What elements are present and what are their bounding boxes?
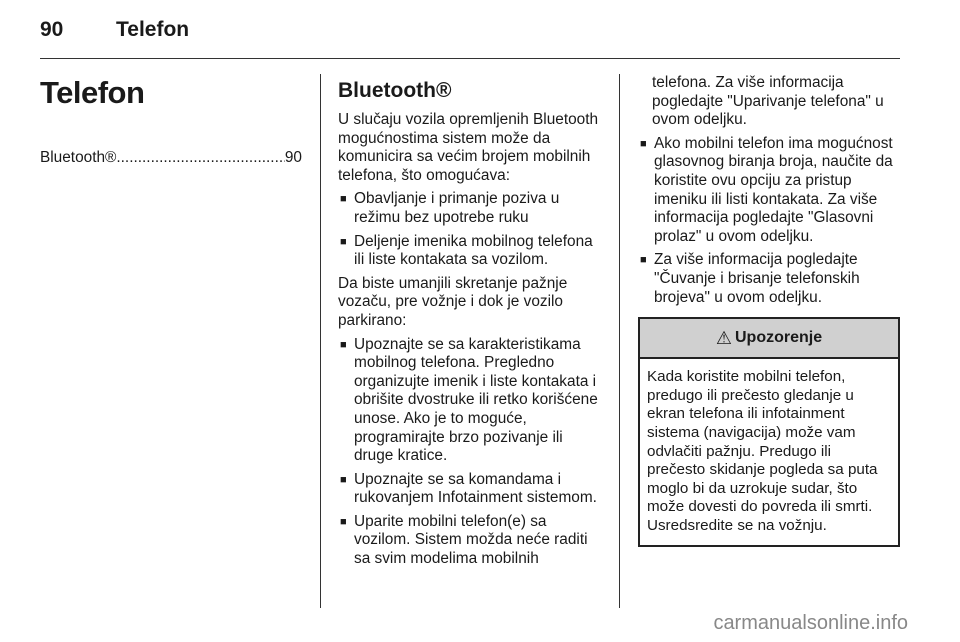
advice-intro: Da biste umanjili skretanje pažnje vozaču, pre vožnje i dok je vozilo parkirano: xyxy=(338,274,568,329)
list-item xyxy=(638,251,904,307)
header-rule xyxy=(40,58,900,59)
toc-entry-label[interactable]: Bluetooth® xyxy=(40,149,117,166)
list-item-text: Deljenje imenika mobilnog telefona ili liste kontakata sa vozilom. xyxy=(354,232,593,269)
toc-entry[interactable] xyxy=(40,149,302,168)
bullet-icon: ■ xyxy=(340,338,347,351)
warning-box xyxy=(638,317,900,547)
list-item-text: Ako mobilni telefon ima mogućnost glasovnog biranja broja, naučite da koristite ovu opciju za pristup imeniku ili listi kontakata. Za više informacija pogledajte "Glasovni prolaz" u ovom odeljku. xyxy=(654,134,893,245)
feature-list xyxy=(338,190,604,269)
column-divider xyxy=(619,74,620,608)
list-item xyxy=(638,135,904,247)
middle-column xyxy=(338,74,604,574)
bullet-icon: ■ xyxy=(640,254,647,267)
column-divider xyxy=(320,74,321,608)
right-bullet-list xyxy=(638,135,904,307)
page-number: 90 xyxy=(40,18,64,41)
watermark: carmanualsonline.info xyxy=(713,612,908,634)
intro-paragraph: U slučaju vozila opremljenih Bluetooth mogućnostima sistem može da komunicira sa većim brojem mobilnih telefona, što omogućava: xyxy=(338,111,599,184)
list-item xyxy=(338,471,604,508)
warning-header xyxy=(640,319,898,359)
warning-text: Kada koristite mobilni telefon, predugo ili prečesto gledanje u ekran telefona ili infotainment sistema (navigacija) može vam odvlačiti pažnju. Predugo ili prečesto skidanje pogleda sa puta moglo bi da uzrokuje sudar, što može dovesti do povreda ili smrti. Usredsredite se na vožnju. xyxy=(647,368,878,534)
advice-list xyxy=(338,336,604,569)
chapter-title: Telefon xyxy=(40,75,145,110)
list-item-text: Upoznajte se sa komandama i rukovanjem Infotainment sistemom. xyxy=(354,470,597,507)
list-item xyxy=(338,513,604,569)
list-item xyxy=(338,336,604,466)
bullet-icon: ■ xyxy=(640,137,647,150)
warning-title: Upozorenje xyxy=(735,328,823,346)
list-item-text: Upoznajte se sa karakteristikama mobilnog telefona. Pregledno organizujte imenik i liste kontakata i obrišite dvostruke ili retko korišćene unose. Ako je to moguće, programirajte brzo pozivanje ili druge kratice. xyxy=(354,335,598,465)
list-item xyxy=(338,233,604,270)
right-column xyxy=(638,74,904,547)
running-title: Telefon xyxy=(116,18,190,41)
section-title: Bluetooth® xyxy=(338,79,452,102)
warning-triangle-icon: ⚠ xyxy=(715,327,732,348)
bullet-icon: ■ xyxy=(340,235,347,248)
bullet-icon: ■ xyxy=(340,473,347,486)
continued-text: telefona. Za više informacija pogledajte "Uparivanje telefona" u ovom odeljku. xyxy=(652,74,884,129)
toc-entry-page[interactable]: 90 xyxy=(284,149,302,166)
list-item xyxy=(338,190,604,227)
list-item-text: Uparite mobilni telefon(e) sa vozilom. Sistem možda neće raditi sa svim modelima mobilnih xyxy=(354,512,588,568)
toc-leader-dots xyxy=(116,149,285,168)
left-column xyxy=(40,74,302,168)
list-item-text: Obavljanje i primanje poziva u režimu bez upotrebe ruku xyxy=(354,190,560,226)
list-item-text: Za više informacija pogledajte "Čuvanje i brisanje telefonskih brojeva" u ovom odeljku. xyxy=(654,251,860,306)
bullet-icon: ■ xyxy=(340,193,347,206)
bullet-icon: ■ xyxy=(340,515,347,528)
